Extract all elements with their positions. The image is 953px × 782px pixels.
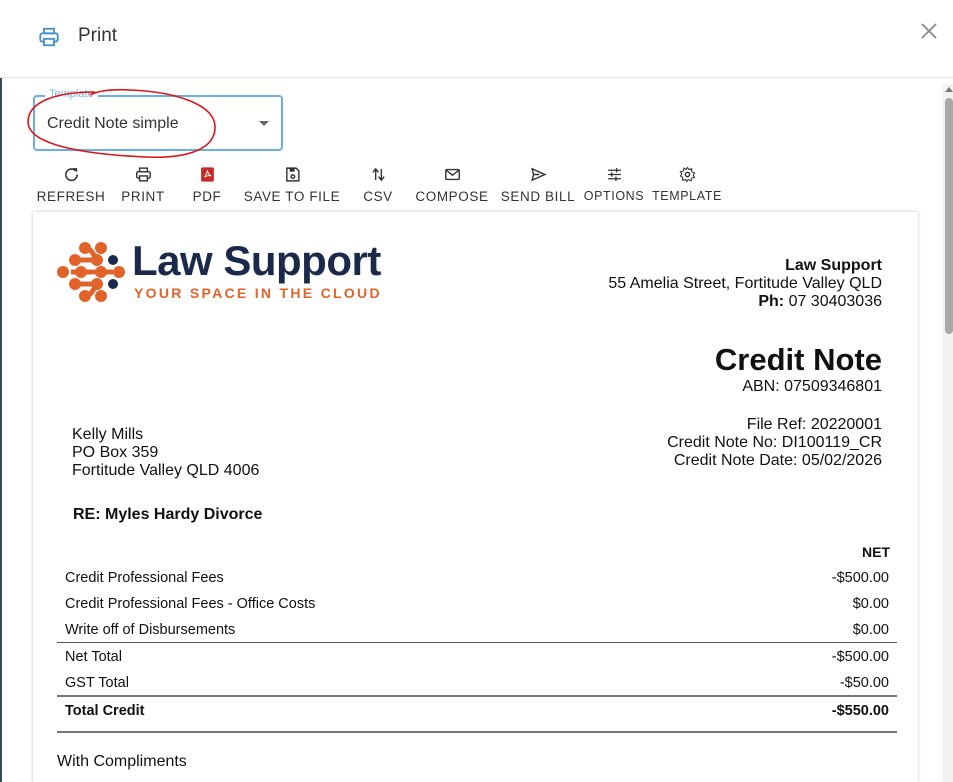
credit-note-no: Credit Note No: DI100119_CR xyxy=(667,434,882,451)
line-item-amount: $0.00 xyxy=(852,622,889,638)
line-item-desc: Credit Professional Fees xyxy=(65,570,224,586)
line-items-table xyxy=(57,564,897,733)
pdf-button[interactable] xyxy=(190,166,224,206)
line-item xyxy=(57,616,897,642)
recipient-name: Kelly Mills xyxy=(72,426,144,443)
options-button[interactable] xyxy=(584,166,644,206)
file-ref: File Ref: 20220001 xyxy=(746,416,882,433)
total-credit-label: Total Credit xyxy=(65,703,145,719)
recipient-address xyxy=(72,426,259,480)
firm-address: 55 Amelia Street, Fortitude Valley QLD xyxy=(608,275,882,292)
gst-total-label: GST Total xyxy=(65,675,129,691)
save-icon xyxy=(284,166,301,183)
compose-button[interactable] xyxy=(416,166,488,206)
background-window-edge xyxy=(0,0,2,782)
firm-phone-label: Ph: xyxy=(758,293,785,310)
firm-name: Law Support xyxy=(785,257,882,274)
company-logo xyxy=(57,237,397,304)
net-total-label: Net Total xyxy=(65,649,122,665)
send-icon xyxy=(530,166,547,183)
total-credit-row xyxy=(57,697,897,723)
line-item xyxy=(57,590,897,616)
line-item xyxy=(57,564,897,590)
template-select[interactable] xyxy=(33,88,283,151)
send-bill-label: SEND BILL xyxy=(500,189,576,204)
net-total-row xyxy=(57,643,897,669)
dialog-header xyxy=(0,0,953,78)
spacer xyxy=(57,723,897,731)
net-column-header: NET xyxy=(862,544,890,560)
line-item-amount: $0.00 xyxy=(852,596,889,612)
logo-wordmark: Law Support xyxy=(132,237,381,284)
firm-phone xyxy=(608,293,882,311)
csv-label: CSV xyxy=(363,189,393,204)
dialog-title: Print xyxy=(78,25,118,46)
firm-details xyxy=(608,257,882,311)
recipient-address-line1: PO Box 359 xyxy=(72,444,159,461)
refresh-label: REFRESH xyxy=(36,189,106,204)
divider xyxy=(57,731,897,733)
gst-total-row xyxy=(57,669,897,695)
firm-phone-number: 07 30403036 xyxy=(788,293,882,310)
csv-button[interactable] xyxy=(361,166,395,206)
mail-icon xyxy=(444,166,461,183)
save-to-file-label: SAVE TO FILE xyxy=(243,189,341,204)
printer-icon xyxy=(38,26,60,48)
save-to-file-button[interactable] xyxy=(244,166,340,206)
gst-total-value: -$50.00 xyxy=(839,675,889,691)
refresh-button[interactable] xyxy=(36,166,106,206)
line-item-desc: Write off of Disbursements xyxy=(65,622,236,638)
close-icon[interactable] xyxy=(918,20,940,42)
line-item-desc: Credit Professional Fees - Office Costs xyxy=(65,596,316,612)
pdf-label: PDF xyxy=(192,189,222,204)
pdf-icon xyxy=(199,166,216,183)
compose-label: COMPOSE xyxy=(415,189,489,204)
scrollbar-thumb[interactable] xyxy=(945,98,953,334)
total-credit-value: -$550.00 xyxy=(831,703,889,719)
caret-down-icon xyxy=(259,121,269,126)
refresh-icon xyxy=(63,166,80,183)
print-icon xyxy=(135,166,152,183)
options-label: OPTIONS xyxy=(583,189,645,203)
print-button[interactable] xyxy=(120,166,166,206)
compliments-text: With Compliments xyxy=(57,753,187,770)
logo-tagline: YOUR SPACE IN THE CLOUD xyxy=(134,285,382,301)
net-total-value: -$500.00 xyxy=(831,649,889,665)
sort-arrows-icon xyxy=(370,166,387,183)
template-button[interactable] xyxy=(652,166,722,206)
tune-icon xyxy=(606,166,623,183)
reference-details xyxy=(667,416,882,470)
matter-reference: RE: Myles Hardy Divorce xyxy=(73,506,263,523)
abn: ABN: 07509346801 xyxy=(742,378,882,395)
credit-note-date: Credit Note Date: 05/02/2026 xyxy=(673,452,882,469)
document-preview xyxy=(33,212,918,782)
logo-dots-mark xyxy=(57,240,129,304)
scroll-up-arrow-icon[interactable] xyxy=(945,87,953,92)
template-label: Template xyxy=(45,88,98,100)
line-item-amount: -$500.00 xyxy=(831,570,889,586)
document-title: Credit Note xyxy=(714,342,882,377)
template-value: Credit Note simple xyxy=(47,115,179,132)
template-label-btn: TEMPLATE xyxy=(652,189,722,203)
gear-icon xyxy=(679,166,696,183)
print-label: PRINT xyxy=(121,189,165,204)
recipient-address-line2: Fortitude Valley QLD 4006 xyxy=(72,462,260,479)
send-bill-button[interactable] xyxy=(500,166,576,206)
